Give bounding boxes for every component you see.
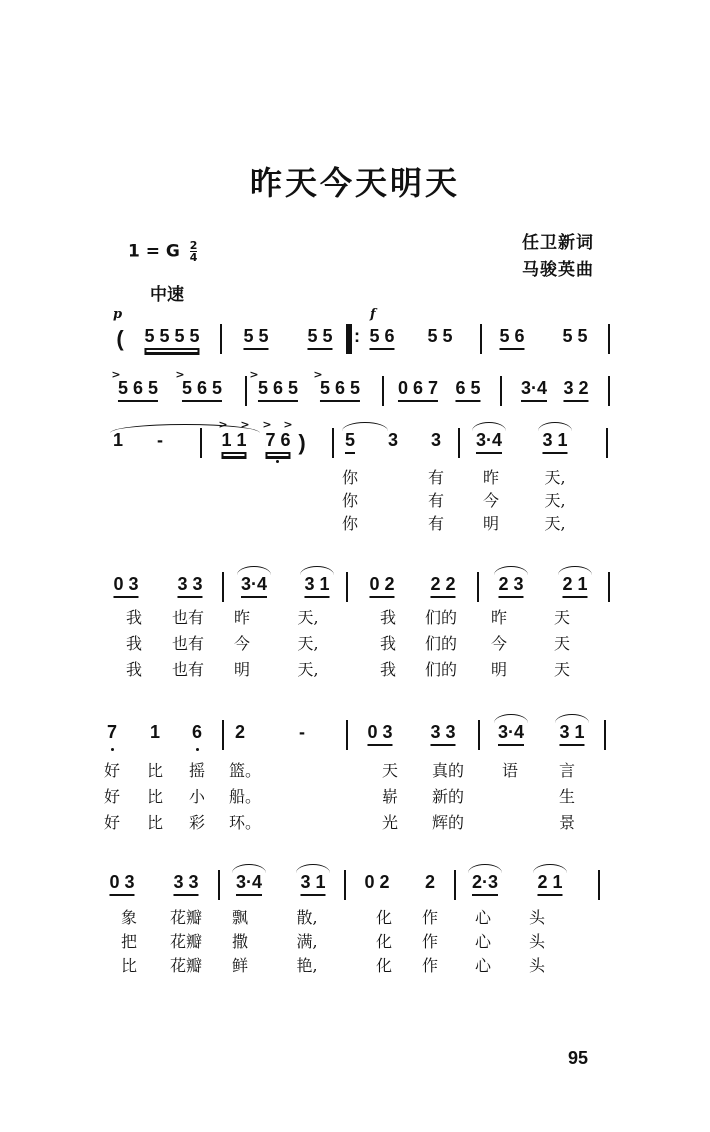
bar-line: [220, 324, 222, 354]
note-group: 0 3: [109, 872, 134, 896]
lyric: 把: [120, 932, 138, 951]
lyric: 好: [103, 787, 121, 806]
note-group: 2 2: [430, 574, 455, 598]
note-group: 3 1: [300, 872, 325, 896]
lyric: 作: [421, 956, 439, 975]
lyric: 明: [482, 514, 500, 533]
lyric: 天: [381, 761, 399, 780]
lyric: 今: [482, 491, 500, 510]
lyric: 生: [558, 787, 576, 806]
lyric: 化: [375, 908, 393, 927]
lyric: 有: [427, 468, 445, 487]
accent-mark: >: [240, 418, 250, 431]
lyric: 天,: [544, 468, 566, 487]
lyric: 满,: [296, 932, 318, 951]
note: 3: [430, 430, 442, 450]
note-group: 7 6: [265, 430, 290, 454]
lyric: 头: [528, 956, 546, 975]
note-group: 3 3: [173, 872, 198, 896]
note-group: 3 1: [304, 574, 329, 598]
lyric: 天,: [297, 660, 319, 679]
lyric: 昨: [490, 608, 508, 627]
note-group: 2 1: [562, 574, 587, 598]
open-paren: (: [116, 326, 124, 351]
bar-line: [245, 376, 247, 406]
note-group: 5 5: [307, 326, 332, 350]
lyric: 船。: [228, 787, 262, 806]
lyric: 也有: [171, 608, 205, 627]
lyric: 昨: [233, 608, 251, 627]
lyric: 头: [528, 908, 546, 927]
lyric: 们的: [424, 660, 458, 679]
lyric: 作: [421, 908, 439, 927]
lyric: 有: [427, 514, 445, 533]
lyric: 们的: [424, 608, 458, 627]
bar-line: [500, 376, 502, 406]
lyric: 心: [474, 932, 492, 951]
lyric: 有: [427, 491, 445, 510]
lyric: 化: [375, 956, 393, 975]
note-group: 5 5: [562, 326, 588, 346]
bar-line: [478, 720, 480, 750]
lyric: 天,: [297, 634, 319, 653]
bar-line: [608, 572, 610, 602]
lyric: 天,: [544, 514, 566, 533]
page-title: 昨天今天明天: [249, 164, 460, 202]
accent-mark: >: [313, 368, 323, 381]
lyric: 艳,: [296, 956, 318, 975]
lyric: 天: [553, 608, 571, 627]
bar-line: [200, 428, 202, 458]
lyric: 化: [375, 932, 393, 951]
lyric: 天,: [544, 491, 566, 510]
lyric: 彩: [188, 813, 206, 832]
lyric: 比: [146, 813, 164, 832]
bar-line: [382, 376, 384, 406]
lyric: 今: [490, 634, 508, 653]
lyric: 好: [103, 813, 121, 832]
lyric: 花瓣: [169, 956, 203, 975]
note-group: 2 3: [498, 574, 523, 598]
note-group: 3·4: [241, 574, 267, 598]
tempo-mark: 中速: [150, 285, 184, 305]
lyric: 你: [341, 468, 359, 487]
note-group: 1 1: [221, 430, 246, 454]
note: 3: [387, 430, 399, 450]
lyric: 新的: [431, 787, 465, 806]
dynamic-piano: p: [113, 307, 123, 322]
note-group: 5 5 5 5: [144, 326, 199, 350]
bar-line: [218, 870, 220, 900]
lyrics-section-3: [0, 758, 710, 833]
accent-mark: >: [111, 368, 121, 381]
composer-credit: 马骏英曲: [522, 260, 594, 280]
lyric: 也有: [171, 634, 205, 653]
bar-line: [606, 428, 608, 458]
lyric: 昨: [482, 468, 500, 487]
lyric: 我: [125, 660, 143, 679]
note: 2: [234, 722, 246, 742]
lyric: 也有: [171, 660, 205, 679]
note-group: 5 6 5: [320, 378, 360, 402]
note-group: 2 1: [537, 872, 562, 896]
dynamic-forte: f: [370, 307, 376, 322]
lyric: 鲜: [231, 956, 249, 975]
note-group: 3 1: [559, 722, 584, 746]
lyric: 我: [379, 608, 397, 627]
note-group: 3 3: [177, 574, 202, 598]
lyric: 景: [558, 813, 576, 832]
bar-line: [477, 572, 479, 602]
note: 7: [106, 722, 118, 742]
lyric: 们的: [424, 634, 458, 653]
note-group: 5 6: [369, 326, 394, 350]
note-group: 0 2: [364, 872, 390, 892]
note-group: 0 3: [113, 574, 138, 598]
note-group: 3·4: [236, 872, 262, 896]
lyric: 摇: [188, 761, 206, 780]
bar-line: [346, 720, 348, 750]
bar-line: [222, 572, 224, 602]
lyric: 环。: [228, 813, 262, 832]
bar-line: [608, 324, 610, 354]
bar-line: [608, 376, 610, 406]
low-octave-dot: [196, 748, 199, 751]
lyric: 作: [421, 932, 439, 951]
accent-mark: >: [262, 418, 272, 431]
note-group: 5 5: [243, 326, 268, 350]
note: 2: [424, 872, 436, 892]
note-group: 3 3: [430, 722, 455, 746]
lyric: 语: [501, 761, 519, 780]
time-bottom: 4: [189, 251, 198, 264]
lyric: 崭: [381, 787, 399, 806]
lyric: 真的: [431, 761, 465, 780]
note-group: 3·4: [521, 378, 547, 402]
bar-line: [480, 324, 482, 354]
sustain-dash: -: [157, 430, 163, 450]
note: 1: [149, 722, 161, 742]
lyric: 象: [120, 908, 138, 927]
lyric: 头: [528, 932, 546, 951]
bar-line: [598, 870, 600, 900]
note-group: 2·3: [472, 872, 498, 896]
bar-line: [332, 428, 334, 458]
note: 1: [112, 430, 124, 450]
time-top: 2: [189, 239, 198, 252]
lyric: 心: [474, 956, 492, 975]
lyrics-section-2: [0, 605, 710, 680]
note-group: 5 6: [499, 326, 524, 350]
note-group: 5 6 5: [182, 378, 222, 402]
lyric: 天: [553, 634, 571, 653]
bar-line: [458, 428, 460, 458]
page-number: 95: [568, 1048, 589, 1068]
note: 5: [345, 430, 355, 454]
note-group: 5 6 5: [258, 378, 298, 402]
music-line-1: [0, 320, 710, 380]
accent-mark: >: [283, 418, 293, 431]
lyric: 比: [146, 787, 164, 806]
lyric: 花瓣: [169, 932, 203, 951]
key-label: 1 = G: [128, 241, 180, 262]
bar-line: [346, 572, 348, 602]
note-group: 6 5: [455, 378, 480, 402]
note-group: 3·4: [476, 430, 502, 454]
bar-line: [222, 720, 224, 750]
accent-mark: >: [175, 368, 185, 381]
lyric: 比: [146, 761, 164, 780]
bar-line: [454, 870, 456, 900]
note-group: 0 6 7: [398, 378, 438, 402]
bar-line: [604, 720, 606, 750]
lyric: 我: [379, 634, 397, 653]
lyric: 我: [125, 634, 143, 653]
lyric: 言: [558, 761, 576, 780]
lyric: 你: [341, 514, 359, 533]
lyric: 花瓣: [169, 908, 203, 927]
lyric: 天,: [297, 608, 319, 627]
lyric: 好: [103, 761, 121, 780]
lyric: 今: [233, 634, 251, 653]
lyric: 明: [233, 660, 251, 679]
note-group: 0 3: [367, 722, 392, 746]
low-octave-dot: [111, 748, 114, 751]
lyrics-section-4: [0, 905, 710, 980]
lyric: 明: [490, 660, 508, 679]
repeat-colon: :: [354, 326, 360, 346]
close-paren: ): [298, 430, 306, 455]
bar-line: [344, 870, 346, 900]
note: 6: [191, 722, 203, 742]
accent-mark: >: [249, 368, 259, 381]
lyric: 篮。: [228, 761, 262, 780]
lyric: 飘: [231, 908, 249, 927]
lyric: 比: [120, 956, 138, 975]
key-signature: [128, 240, 197, 263]
repeat-bar: [346, 324, 352, 354]
note-group: 3 2: [563, 378, 588, 402]
low-octave-dot: [276, 460, 279, 463]
lyric: 散,: [296, 908, 318, 927]
lyric: 我: [125, 608, 143, 627]
note-group: 3·4: [498, 722, 524, 746]
lyric: 心: [474, 908, 492, 927]
lyric: 撒: [231, 932, 249, 951]
note-group: 5 6 5: [118, 378, 158, 402]
lyric: 我: [379, 660, 397, 679]
note-group: 3 1: [542, 430, 567, 454]
lyric: 小: [188, 787, 206, 806]
accent-mark: >: [218, 418, 228, 431]
lyric: 天: [553, 660, 571, 679]
lyric: 光: [381, 813, 399, 832]
lyric: 辉的: [431, 813, 465, 832]
note-group: 5 5: [427, 326, 453, 346]
lyricist-credit: 任卫新词: [522, 233, 594, 253]
lyric: 你: [341, 491, 359, 510]
lyrics-section-1: [0, 465, 710, 535]
sustain-dash: -: [299, 722, 305, 742]
time-signature: [190, 240, 198, 263]
note-group: 0 2: [369, 574, 394, 598]
